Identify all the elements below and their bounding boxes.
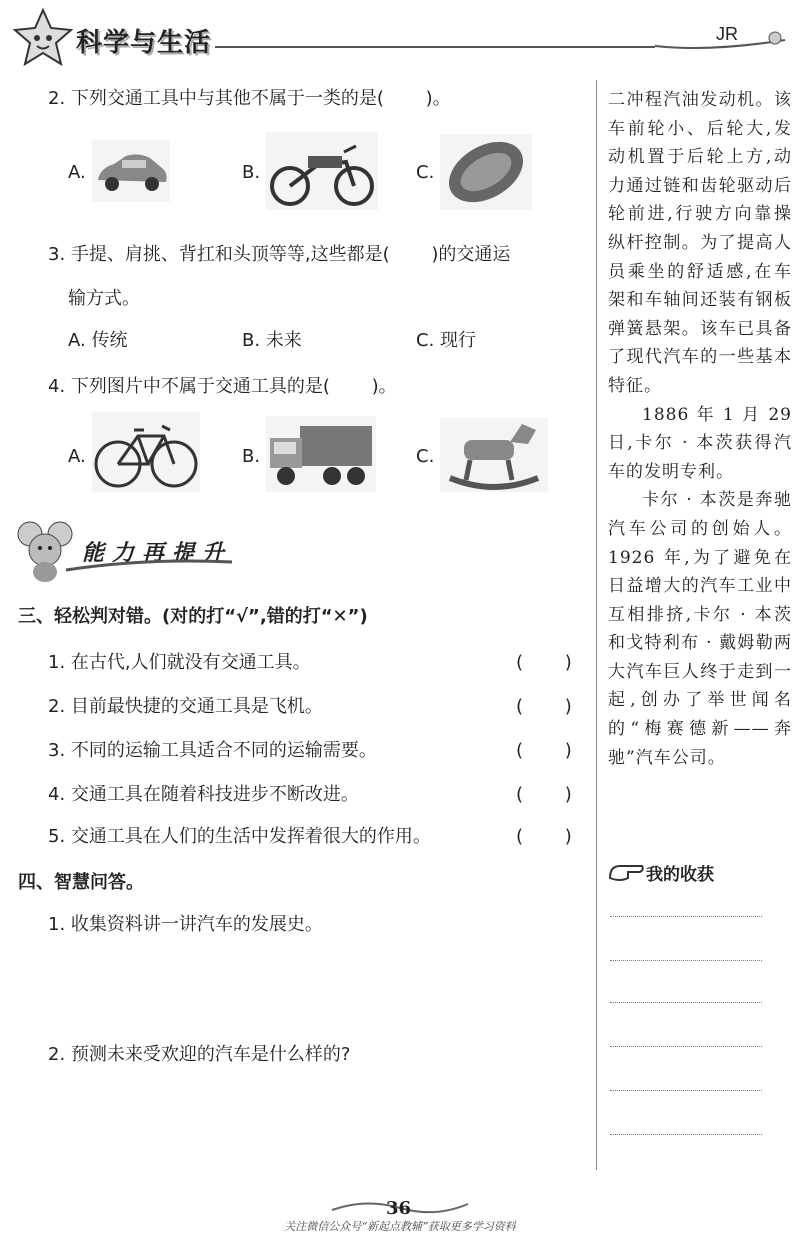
rocking-horse-icon <box>440 418 548 492</box>
q3-option-a: A. 传统 <box>68 330 128 351</box>
question-4: 4. 下列图片中不属于交通工具的是( )。 <box>48 376 397 397</box>
car-icon <box>92 140 170 202</box>
sidebar-text <box>608 86 792 772</box>
section-3-title: 三、轻松判对错。(对的打“√”,错的打“✕”) <box>18 606 368 627</box>
page-number: 36 <box>386 1198 412 1219</box>
question-2: 2. 下列交通工具中与其他不属于一类的是( )。 <box>48 88 451 109</box>
dump-truck-icon <box>266 416 376 492</box>
harvest-line-4[interactable] <box>610 1046 762 1047</box>
judge-item-5: 5. 交通工具在人们的生活中发挥着很大的作用。 <box>48 826 431 847</box>
harvest-line-3[interactable] <box>610 1002 762 1003</box>
section-4-title: 四、智慧问答。 <box>18 872 144 893</box>
pointing-hand-icon <box>606 858 646 884</box>
qa-question-1: 1. 收集资料讲一讲汽车的发展史。 <box>48 914 323 935</box>
judge-item-2-answer[interactable]: ( ) <box>516 696 572 717</box>
harvest-line-6[interactable] <box>610 1134 762 1135</box>
header-rule <box>215 46 655 48</box>
q2-option-a: A. <box>68 162 86 183</box>
question-3-line1: 3. 手提、肩挑、背扛和头顶等等,这些都是( )的交通运 <box>48 244 511 265</box>
motorcycle-icon <box>266 132 378 210</box>
q2-option-c: C. <box>416 162 435 183</box>
raft-icon <box>440 134 532 210</box>
q4-option-a: A. <box>68 446 86 467</box>
judge-item-3: 3. 不同的运输工具适合不同的运输需要。 <box>48 740 377 761</box>
column-divider <box>596 80 597 1170</box>
bicycle-icon <box>92 412 200 492</box>
header-title: 科学与生活 <box>76 28 212 58</box>
qa-question-2: 2. 预测未来受欢迎的汽车是什么样的? <box>48 1044 351 1065</box>
judge-item-4: 4. 交通工具在随着科技进步不断改进。 <box>48 784 359 805</box>
question-3-line2: 输方式。 <box>68 288 140 309</box>
q4-option-c: C. <box>416 446 435 467</box>
header <box>0 0 800 80</box>
judge-item-1-answer[interactable]: ( ) <box>516 652 572 673</box>
sidebar-paragraph-3: 卡尔 · 本茨是奔驰汽车公司的创始人。1926 年,为了避免在日益增大的汽车工业中互相排挤,卡尔 · 本茨和戈特利布 · 戴姆勒两大汽车巨人终于走到一起,创办了举世闻名的“梅赛德新——奔驰”汽车公司。 <box>608 490 792 768</box>
sidebar-paragraph-1: 二冲程汽油发动机。该车前轮小、后轮大,发动机置于后轮上方,动力通过链和齿轮驱动后轮前进,行驶方向靠操纵杆控制。为了提高人员乘坐的舒适感,在车架和车轴间还装有钢板弹簧悬架。该车已具备了现代汽车的一些基本特征。 <box>608 90 792 396</box>
harvest-line-1[interactable] <box>610 916 762 917</box>
header-code: JR <box>716 24 738 44</box>
judge-item-4-answer[interactable]: ( ) <box>516 784 572 805</box>
q3-option-c: C. 现行 <box>416 330 477 351</box>
harvest-line-5[interactable] <box>610 1090 762 1091</box>
banner-swoosh-icon <box>64 556 234 576</box>
harvest-line-2[interactable] <box>610 960 762 961</box>
judge-item-5-answer[interactable]: ( ) <box>516 826 572 847</box>
section-banner: 能力再提升 <box>82 541 233 566</box>
star-mascot-icon <box>8 6 78 70</box>
harvest-label: 我的收获 <box>646 865 714 885</box>
judge-item-1: 1. 在古代,人们就没有交通工具。 <box>48 652 311 673</box>
judge-item-2: 2. 目前最快捷的交通工具是飞机。 <box>48 696 323 717</box>
q2-option-b: B. <box>242 162 261 183</box>
q3-option-b: B. 未来 <box>242 330 302 351</box>
q4-option-b: B. <box>242 446 261 467</box>
footer-note: 关注微信公众号“新起点教辅”获取更多学习资料 <box>284 1220 516 1233</box>
sidebar-paragraph-2: 1886 年 1 月 29 日,卡尔 · 本茨获得汽车的发明专利。 <box>608 404 792 482</box>
judge-item-3-answer[interactable]: ( ) <box>516 740 572 761</box>
